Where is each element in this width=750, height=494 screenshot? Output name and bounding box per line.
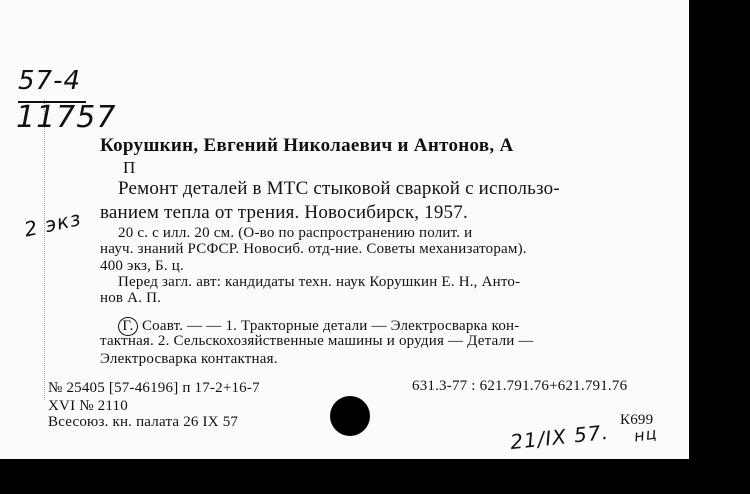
title-line-2: ванием тепла от трения. Новосибирск, 1957. bbox=[100, 202, 468, 223]
subject-line-3: Электросварка контактная. bbox=[100, 351, 278, 367]
note-line-1: Перед загл. авт: кандидаты техн. наук Корушкин Е. Н., Анто- bbox=[118, 274, 521, 290]
circled-marker: Г. bbox=[118, 317, 138, 336]
punch-hole bbox=[330, 396, 370, 436]
handwritten-initials: нц bbox=[632, 423, 659, 446]
subject-text-1: Соавт. — — 1. Тракторные детали — Электросварка кон- bbox=[141, 318, 520, 334]
classification-code: 631.3-77 : 621.791.76+621.791.76 bbox=[412, 378, 628, 394]
scan-border-bottom bbox=[0, 459, 750, 494]
footer-line-3: Всесоюз. кн. палата 26 IX 57 bbox=[48, 414, 239, 430]
footer-line-1: № 25405 [57-46196] п 17-2+16-7 bbox=[48, 380, 260, 396]
shelf-top-text: 57-4 bbox=[18, 66, 82, 96]
description-line-1: 20 с. с илл. 20 см. (О-во по распространению полит. и bbox=[118, 225, 473, 241]
description-line-3: 400 экз, Б. ц. bbox=[100, 258, 184, 274]
title-line-1: Ремонт деталей в МТС стыковой сваркой с использо- bbox=[118, 178, 560, 199]
author-line: Корушкин, Евгений Николаевич и Антонов, А bbox=[100, 135, 514, 156]
description-line-2: науч. знаний РСФСР. Новосиб. отд-ние. Советы механизаторам). bbox=[100, 241, 527, 257]
handwritten-date: 21/IX 57. bbox=[509, 419, 610, 455]
subject-line-2: тактная. 2. Сельскохозяйственные машины и орудия — Детали — bbox=[100, 333, 534, 349]
scan-border-right bbox=[689, 0, 750, 494]
handwritten-shelf-number: 11757 bbox=[16, 100, 117, 135]
handwritten-shelf-top bbox=[18, 66, 81, 96]
note-line-2: нов А. П. bbox=[100, 290, 162, 306]
author-continuation: П bbox=[123, 158, 136, 177]
handwritten-side-note: 2 экз bbox=[22, 205, 84, 242]
punch-dots bbox=[44, 100, 47, 400]
footer-line-2: XVI № 2110 bbox=[48, 398, 128, 414]
catalog-code: К699 bbox=[620, 412, 654, 428]
